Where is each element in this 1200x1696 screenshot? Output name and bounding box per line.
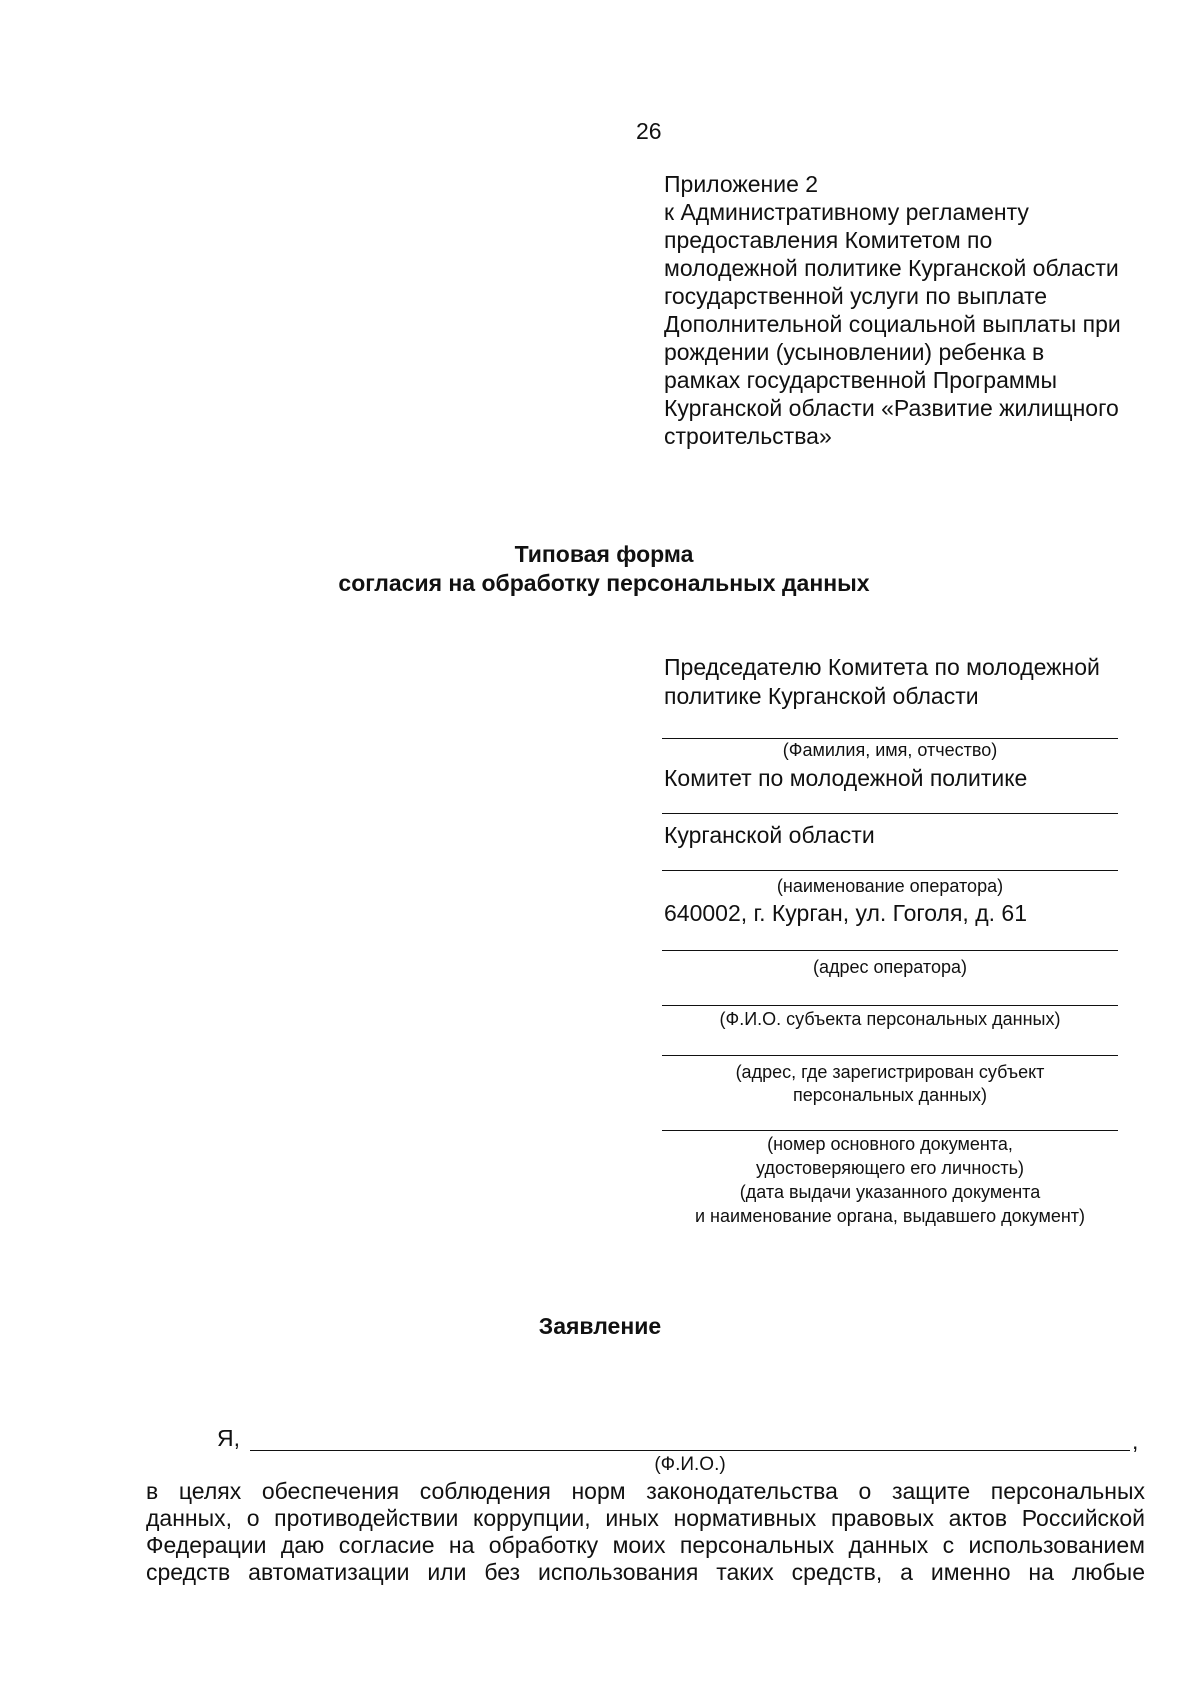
subject-address-caption-2: персональных данных): [792, 1085, 988, 1105]
applicant-fio-line[interactable]: [250, 1450, 1130, 1451]
ya-comma: ,: [1132, 1428, 1139, 1454]
addressee-heading: [664, 653, 1100, 711]
statement-body-line: в целях обеспечения соблюдения норм законодательства о защите персональных: [146, 1478, 1145, 1504]
operator-name-line1: Комитет по молодежной политике: [664, 765, 1028, 791]
addressee-line2: политике Курганской области: [664, 683, 979, 709]
appendix-line: рамках государственной Программы: [664, 367, 1058, 393]
appendix-line: рождении (усыновлении) ребенка в: [664, 339, 1045, 365]
subject-fio-line[interactable]: [662, 1005, 1118, 1006]
statement-body-line: средств автоматизации или без использования таких средств, а именно на любые: [146, 1559, 1145, 1585]
ya-label: Я,: [217, 1425, 240, 1451]
addressee-line1: Председателю Комитета по молодежной: [664, 654, 1100, 680]
document-caption-3: (дата выдачи указанного документа: [739, 1182, 1041, 1202]
appendix-header: [664, 170, 1164, 450]
statement-title: Заявление: [538, 1313, 662, 1339]
subject-address-line[interactable]: [662, 1055, 1118, 1056]
appendix-line: предоставления Комитетом по: [664, 227, 993, 253]
form-title-line1: Типовая форма: [514, 541, 694, 567]
page-number: 26: [636, 118, 662, 144]
operator-address-caption: (адрес оператора): [813, 957, 967, 977]
appendix-line: Приложение 2: [664, 171, 819, 197]
operator-name-line2: Курганской области: [664, 822, 875, 848]
operator-blank-line-2: [662, 870, 1118, 871]
operator-blank-line-1: [662, 813, 1118, 814]
operator-address-line: [662, 950, 1118, 951]
appendix-line: к Административному регламенту: [664, 199, 1029, 225]
appendix-line: Дополнительной социальной выплаты при: [664, 311, 1121, 337]
document-caption-2: удостоверяющего его личность): [756, 1158, 1024, 1178]
subject-address-caption-1: (адрес, где зарегистрирован субъект: [735, 1062, 1045, 1082]
form-title: [0, 540, 1200, 598]
form-title-line2: согласия на обработку персональных данных: [338, 570, 870, 596]
appendix-line: молодежной политике Курганской области: [664, 255, 1119, 281]
appendix-line: государственной услуги по выплате: [664, 283, 1048, 309]
statement-body: [146, 1478, 1145, 1586]
appendix-line: строительства»: [664, 423, 832, 449]
operator-caption: (наименование оператора): [776, 876, 1004, 896]
document-caption-4: и наименование органа, выдавшего документ): [694, 1206, 1086, 1226]
document-caption-1: (номер основного документа,: [767, 1134, 1013, 1154]
applicant-fio-caption: (Ф.И.О.): [654, 1454, 726, 1475]
operator-address: 640002, г. Курган, ул. Гоголя, д. 61: [664, 900, 1027, 926]
appendix-line: Курганской области «Развитие жилищного: [664, 395, 1119, 421]
subject-document-line[interactable]: [662, 1130, 1118, 1131]
statement-body-line: данных, о противодействии коррупции, иных нормативных правовых актов Российской: [146, 1505, 1145, 1531]
statement-body-line: Федерации даю согласие на обработку моих персональных данных с использованием: [146, 1532, 1145, 1558]
fio-caption: (Фамилия, имя, отчество): [782, 740, 998, 760]
subject-fio-caption: (Ф.И.О. субъекта персональных данных): [719, 1009, 1061, 1029]
